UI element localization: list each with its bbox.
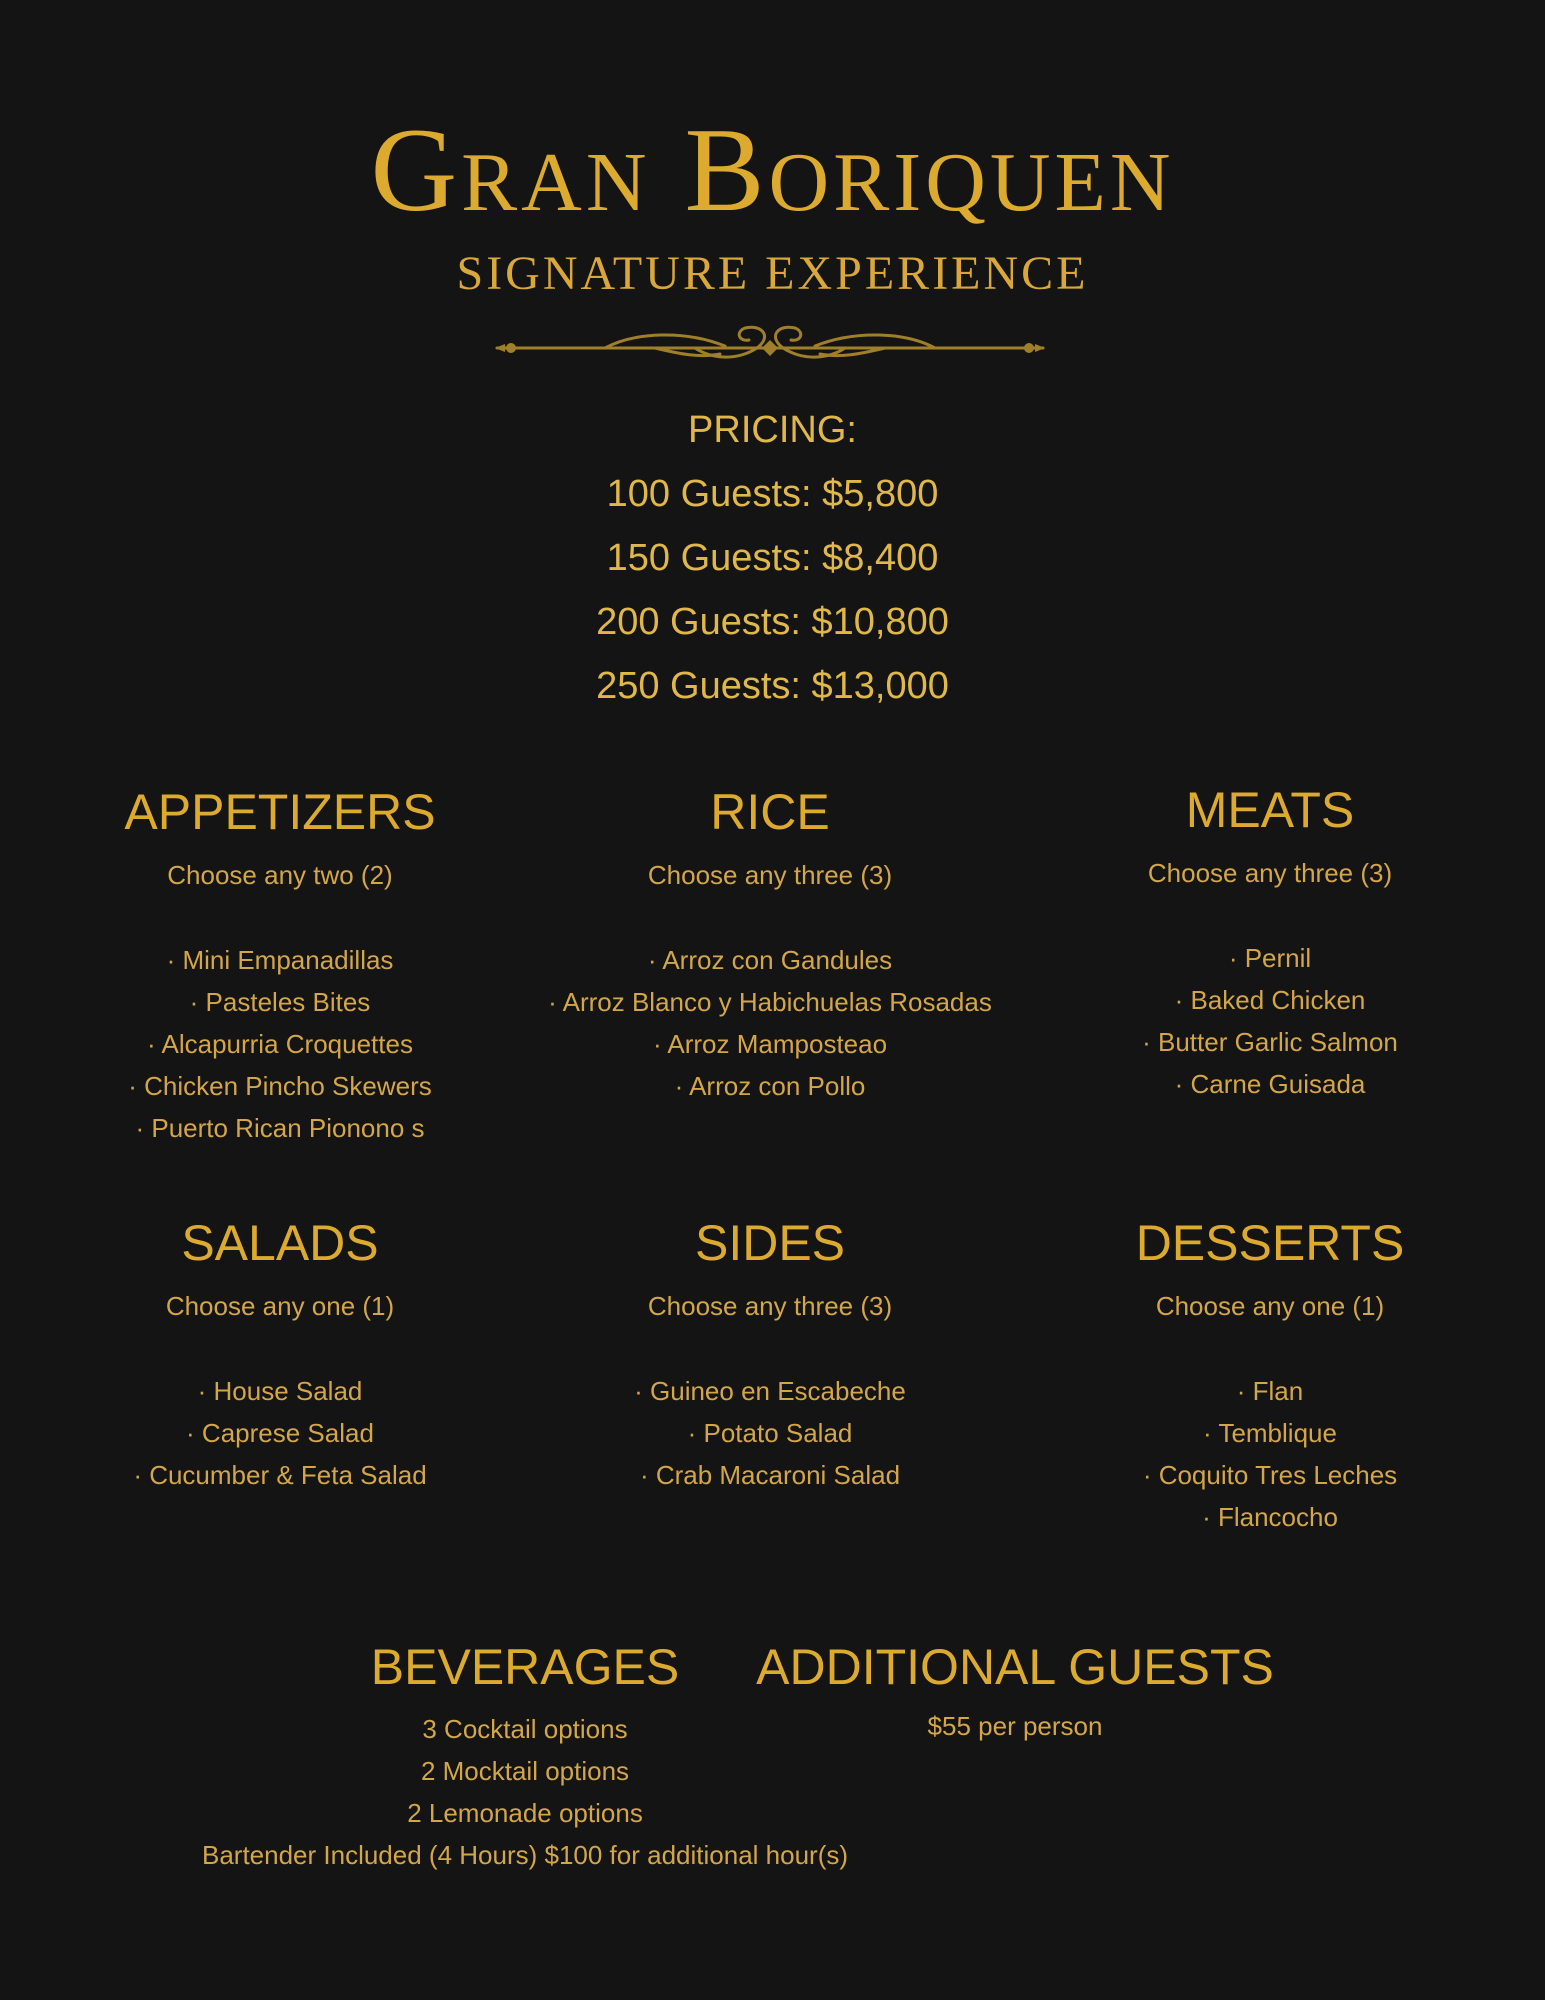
appetizers-choose: Choose any two (2) [167, 860, 393, 890]
list-item: 2 Mocktail options [420, 1756, 630, 1786]
additional-guests-heading: ADDITIONAL GUESTS [756, 1639, 1274, 1695]
list-item: · Pernil [1228, 943, 1312, 973]
meats-heading: MEATS [1185, 782, 1355, 838]
desserts-list [1080, 1370, 1460, 1538]
list-item: · Butter Garlic Salmon [1142, 1027, 1398, 1057]
appetizers-heading: APPETIZERS [124, 784, 436, 840]
list-item: · Cucumber & Feta Salad [133, 1460, 427, 1490]
list-item: · Chicken Pincho Skewers [128, 1071, 432, 1101]
ornamental-divider [495, 318, 1045, 378]
list-item: · House Salad [197, 1376, 363, 1406]
list-item: · Flancocho [1202, 1502, 1338, 1532]
list-item: · Temblique [1203, 1418, 1337, 1448]
list-item: · Coquito Tres Leches [1142, 1460, 1398, 1490]
list-item: · Arroz con Pollo [674, 1071, 866, 1101]
list-item: · Caprese Salad [186, 1418, 374, 1448]
page-title: Gran Boriquen [370, 103, 1175, 236]
appetizers-list [70, 939, 490, 1149]
pricing-row: 200 Guests: $10,800 [596, 601, 949, 643]
pricing-heading: PRICING: [688, 409, 857, 451]
list-item: 3 Cocktail options [422, 1714, 628, 1744]
page-subtitle: SIGNATURE EXPERIENCE [456, 247, 1089, 300]
rice-heading: RICE [710, 784, 830, 840]
list-item: 2 Lemonade options [407, 1798, 643, 1828]
list-item: · Arroz con Gandules [647, 945, 893, 975]
salads-choose: Choose any one (1) [165, 1291, 395, 1321]
salads-list [70, 1370, 490, 1496]
salads-section [70, 1212, 490, 1496]
list-item: · Alcapurria Croquettes [147, 1029, 413, 1059]
list-item: · Guineo en Escabeche [634, 1376, 906, 1406]
additional-guests-price: $55 per person [927, 1711, 1103, 1741]
list-item: · Puerto Rican Pionono s [135, 1113, 425, 1143]
list-item: · Flan [1236, 1376, 1304, 1406]
list-item: · Baked Chicken [1174, 985, 1366, 1015]
appetizers-section [70, 781, 490, 1149]
desserts-choose: Choose any one (1) [1155, 1291, 1385, 1321]
list-item: · Pasteles Bites [189, 987, 371, 1017]
meats-section [1080, 779, 1460, 1105]
rice-section [520, 781, 1020, 1107]
rice-choose: Choose any three (3) [647, 860, 893, 890]
sides-choose: Choose any three (3) [647, 1291, 893, 1321]
sides-heading: SIDES [694, 1215, 846, 1271]
beverages-heading: BEVERAGES [370, 1639, 680, 1695]
desserts-section [1080, 1212, 1460, 1538]
list-item: Bartender Included (4 Hours) $100 for additional hour(s) [201, 1840, 849, 1870]
salads-heading: SALADS [181, 1215, 379, 1271]
list-item: · Potato Salad [687, 1418, 853, 1448]
pricing-row: 150 Guests: $8,400 [606, 537, 939, 579]
pricing-row: 100 Guests: $5,800 [606, 473, 939, 515]
list-item: · Arroz Mamposteao [652, 1029, 888, 1059]
sides-section [520, 1212, 1020, 1496]
meats-list [1080, 937, 1460, 1105]
list-item: · Crab Macaroni Salad [639, 1460, 901, 1490]
list-item: · Mini Empanadillas [166, 945, 394, 975]
list-item: · Arroz Blanco y Habichuelas Rosadas [548, 987, 992, 1017]
desserts-heading: DESSERTS [1135, 1215, 1405, 1271]
additional-guests-section [740, 1636, 1290, 1744]
meats-choose: Choose any three (3) [1147, 858, 1393, 888]
pricing-row: 250 Guests: $13,000 [596, 665, 949, 707]
list-item: · Carne Guisada [1174, 1069, 1366, 1099]
sides-list [520, 1370, 1020, 1496]
pricing-block [0, 398, 1545, 718]
rice-list [520, 939, 1020, 1107]
